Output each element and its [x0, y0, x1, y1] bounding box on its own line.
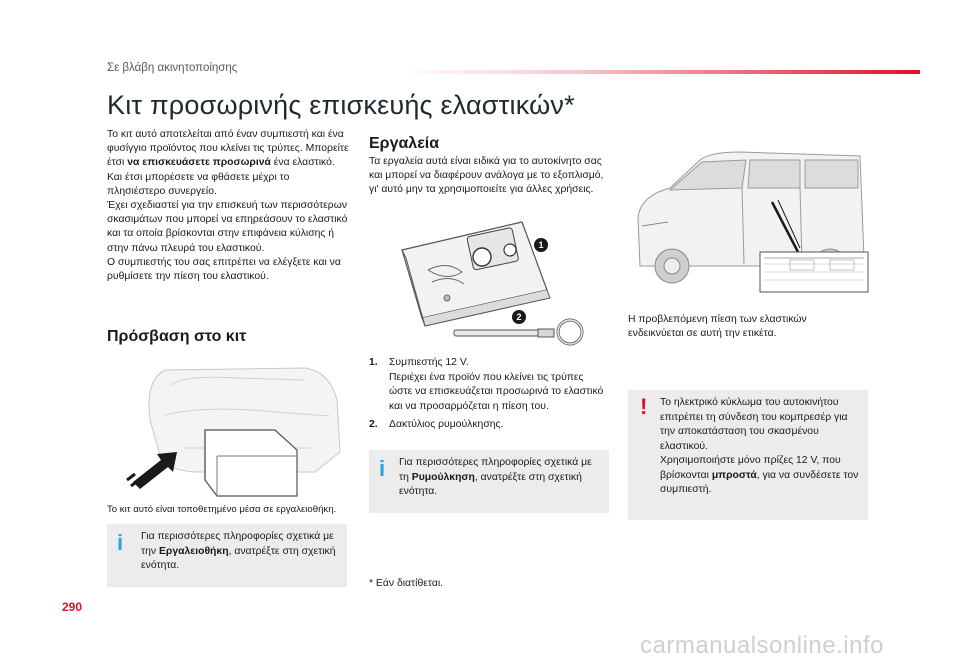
intro-text	[107, 128, 349, 284]
header-rule	[400, 70, 920, 74]
towing-info-text: Για περισσότερες πληροφορίες σχετικά με τη Ρυμούλκηση, ανατρέξτε στη σχετική ενότητα.	[399, 457, 592, 497]
access-heading: Πρόσβαση στο κιτ	[107, 328, 247, 345]
tools-heading: Εργαλεία	[369, 135, 440, 152]
warning-paragraph-1: Το ηλεκτρικό κύκλωμα του αυτοκινήτου επιτρέπει τη σύνδεση του κομπρεσέρ για την αποκατάσταση του σκασμένου ελαστικού.	[660, 397, 848, 452]
warning-paragraph-2: Χρησιμοποιήστε μόνο πρίζες 12 V, που βρίσκονται μπροστά, για να συνδέσετε τον συμπιεστή.	[660, 455, 859, 495]
callout-badge-1: 1	[534, 238, 548, 252]
kit-location-illustration	[125, 360, 353, 500]
intro-paragraph-1: Το κιτ αυτό αποτελείται από έναν συμπιεστή και ένα φυσίγγιο προϊόντος που κλείνει τις τρύπες. Μπορείτε έτσι να επισκευάσετε προσωρινά ένα ελαστικό.	[107, 129, 349, 169]
van-illustration	[630, 148, 870, 298]
warning-icon: !	[640, 394, 648, 419]
list-item-number: 2.	[369, 419, 378, 430]
electrical-warning-box	[628, 390, 868, 520]
list-item-title: Δακτύλιος ρυμούλκησης.	[389, 419, 504, 430]
footnote: * Εάν διατίθεται.	[369, 578, 444, 589]
info-icon: i	[379, 456, 386, 481]
callout-badge-2: 2	[512, 310, 526, 324]
tools-text: Τα εργαλεία αυτά είναι ειδικά για το αυτοκίνητο σας και μπορεί να διαφέρουν ανάλογα με το εξοπλισμό, γι' αυτό μην τα χρησιμοποιείτε για άλλες χρήσεις.	[369, 156, 604, 196]
pressure-label-text: Η προβλεπόμενη πίεση των ελαστικών ενδεικνύεται σε αυτή την ετικέτα.	[628, 314, 807, 340]
list-item-description: Περιέχει ένα προϊόν που κλείνει τις τρύπες ώστε να επισκευάζεται προσωρινά το ελαστικό και να προσαρμόζεται η πίεση του.	[389, 371, 604, 412]
page-number: 290	[62, 600, 83, 614]
electrical-warning-text	[660, 396, 862, 498]
info-icon: i	[117, 530, 124, 555]
intro-paragraph-4: Ο συμπιεστής του σας επιτρέπει να ελέγξετε και να ρυθμίσετε την πίεση του ελαστικού.	[107, 256, 341, 283]
toolbox-info-text: Για περισσότερες πληροφορίες σχετικά με την Εργαλειοθήκη, ανατρέξτε στη σχετική ενότητα.	[141, 531, 336, 571]
intro-paragraph-2: Και έτσι μπορέσετε να φθάσετε μέχρι το πλησιέστερο συνεργείο.	[107, 171, 290, 197]
toolbox-info-box	[107, 524, 347, 587]
page-title: Κιτ προσωρινής επισκευής ελαστικών*	[107, 90, 575, 120]
tools-list	[369, 356, 611, 436]
list-item-body	[389, 356, 609, 414]
kit-location-caption: Το κιτ αυτό είναι τοποθετημένο μέσα σε εργαλειοθήκη.	[107, 504, 337, 515]
list-item-number: 1.	[369, 357, 378, 368]
towing-info-box	[369, 450, 609, 513]
tools-illustration	[392, 210, 602, 350]
section-label: Σε βλάβη ακινητοποίησης	[107, 62, 238, 74]
intro-paragraph-3: Έχει σχεδιαστεί για την επισκευή των περισσότερων σκασιμάτων που μπορεί να επηρεάσουν το ελαστικό και τα οποία βρίσκονται στην επιφάνεια κύλισης ή στην πάνω πλευρά του ελαστικού.	[107, 200, 348, 254]
list-item-title: Συμπιεστής 12 V.	[389, 357, 469, 368]
watermark: carmanualsonline.info	[640, 632, 884, 659]
